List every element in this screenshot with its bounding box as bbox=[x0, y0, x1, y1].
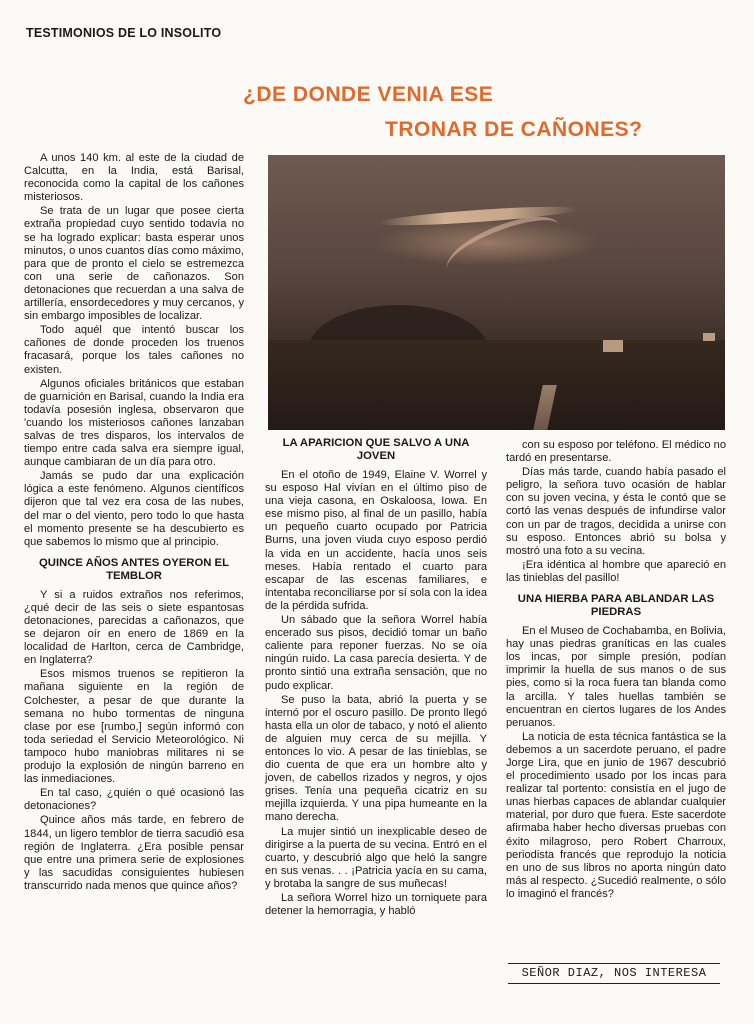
paragraph: La noticia de esta técnica fantástica se la debemos a un sacerdote peruano, el padre Jorge Lira, que en junio de 1967 descubrió el procedimiento usado por los incas para realizar tal portento: consistía en el jugo de unas hierbas capaces de ablandar cualquier material, por duro que fuera. Este sacerdote afirmaba haber hecho diversas pruebas con éxito milagroso, pero Robert Charroux, periodista francés que reprodujo la noticia en uno de sus libros no aporta ningún dato más al respecto. ¿Sucedió realmente, o sólo lo imaginó el francés? bbox=[506, 730, 726, 900]
paragraph: Días más tarde, cuando había pasado el peligro, la señora tuvo ocasión de hablar con su joven vecina, y ésta le contó que se cortó las venas después de infundirse valor con un par de tragos, decidida a unirse con su esposo. Entonces abrió su bolsa y mostró una foto a su vecina. bbox=[506, 466, 726, 557]
headline-line-1: ¿DE DONDE VENIA ESE bbox=[243, 83, 494, 106]
next-article-banner: SEÑOR DIAZ, NOS INTERESA bbox=[508, 963, 720, 984]
headline-line-2: TRONAR DE CAÑONES? bbox=[385, 118, 643, 141]
paragraph: ¡Era idéntica al hombre que apareció en las tinieblas del pasillo! bbox=[506, 558, 726, 584]
paragraph: Algunos oficiales británicos que estaban de guarnición en Barisal, cuando la India era todavía posesión inglesa, observaron que 'cuando los misteriosos cañones lanzaban salvas de tres disparos, los intervalos de tiempo entre cada salva era siempre igual, aunque cambiaran de un día para otro. bbox=[24, 377, 244, 469]
subheading: LA APARICION QUE SALVO A UNA JOVEN bbox=[282, 437, 470, 462]
paragraph: con su esposo por teléfono. El médico no tardó en presentarse. bbox=[506, 439, 726, 465]
photo-ground bbox=[268, 340, 725, 430]
paragraph: Esos mismos truenos se repitieron la mañana siguiente en la región de Colchester, a pesar de que durante la semana no hubo tormentas de ninguna clase por ese [rumbo,] según informó con toda seriedad el Servicio Meteorológico. Ni tampoco hubo maniobras militares ni se produjo la explosión de ningún barreno en las inmediaciones. bbox=[24, 668, 244, 786]
distant-light bbox=[703, 333, 715, 341]
paragraph: En el otoño de 1949, Elaine V. Worrel y su esposo Hal vivían en el último piso de una vieja casona, en Oskaloosa, Iowa. En ese mismo piso, al final de un pasillo, había un pequeño cuarto ocupado por Patricia Burns, una joven viuda cuyo esposo perdió la vida en un accidente, hacía unos seis meses. Había rentado el cuarto para escapar de las escenas familiares, e intentaba reconciliarse por sí sola con la idea de la pérdida sufrida. bbox=[265, 469, 488, 612]
paragraph: Un sábado que la señora Worrel había encerado sus pisos, decidió tomar un baño caliente para reponer fuerzas. No se oía ningún ruido. La casa parecía desierta. Y de pronto sintió una extraña sensación, que no pudo explicar. bbox=[265, 614, 487, 692]
paragraph: Se puso la bata, abrió la puerta y se internó por el oscuro pasillo. De pronto llegó hasta ella un olor de tabaco, y notó el aliento de alguien muy cerca de su mejilla. Y entonces lo vio. A pesar de las tinieblas, se dio cuenta de que era un hombre alto y joven, de cabellos rizados y negros, y ojos grises. Tenía una pequeña cicatriz en su mejilla izquierda. Y una pipa humeante en la mano derecha. bbox=[265, 693, 487, 824]
paragraph: Se trata de un lugar que posee cierta extraña propiedad cuyo sentido todavía no se ha logrado explicar: basta esperar unos minutos, o unos cuantos días como máximo, para que de pronto el cielo se estremezca con una serie de cañonazos. Son detonaciones que recuerdan a una salva de artillería, ensordecedores y muy cercanos, y sin embargo imposibles de localizar. bbox=[24, 205, 244, 323]
paragraph: A unos 140 km. al este de la ciudad de Calcutta, en la India, está Barisal, reconocida como la capital de los cañones misteriosos. bbox=[24, 152, 244, 204]
paragraph: La señora Worrel hizo un torniquete para detener la hemorragia, y habló bbox=[265, 892, 487, 918]
paragraph: La mujer sintió un inexplicable deseo de dirigirse a la puerta de su vecina. Entró en el cuarto, y descubrió algo que heló la sangre en sus venas. . . ¡Patricia yacía en su cama, y brotaba la sangre de sus muñecas! bbox=[265, 825, 487, 890]
section-label: TESTIMONIOS DE LO INSOLITO bbox=[26, 26, 222, 40]
column-1 bbox=[24, 152, 244, 894]
paragraph: Todo aquél que intentó buscar los cañones de donde proceden los truenos fracasará, porque los tales cañones no existen. bbox=[24, 324, 244, 376]
distant-light bbox=[603, 340, 623, 352]
subheading: UNA HIERBA PARA ABLANDAR LAS PIEDRAS bbox=[517, 593, 715, 619]
paragraph: Y si a ruidos extraños nos referimos, ¿qué decir de las seis o siete espantosas detonaciones, parecidas a cañonazos, que se dejaron oír en enero de 1869 en la localidad de Harlton, cerca de Cambridge, en Inglaterra? bbox=[24, 588, 244, 667]
column-2 bbox=[265, 437, 487, 919]
subheading: QUINCE AÑOS ANTES OYERON EL TEMBLOR bbox=[39, 556, 229, 582]
paragraph: En el Museo de Cochabamba, en Bolivia, hay unas piedras graníticas en las cuales los incas, por simple presión, podían imprimir la huella de sus manos o de sus pies, como si la roca fuera tan blanda como la arcilla. Y tales huellas también se encuentran en ciertos lugares de los Andes peruanos. bbox=[506, 625, 726, 729]
column-3 bbox=[506, 439, 726, 902]
paragraph: Jamás se pudo dar una explicación lógica a este fenómeno. Algunos científicos dijeron que tal vez era cosa de las nubes, del mar o del viento, pero todo lo que hasta el momento presente se ha descubierto es que sabemos lo mismo que al principio. bbox=[24, 470, 244, 548]
paragraph: Quince años más tarde, en febrero de 1844, un ligero temblor de tierra sacudió esa región de Inglaterra. ¿Era posible pensar que entre una primera serie de explosiones y las sacudidas consiguientes hubiesen transcurrido nada menos que quince años? bbox=[24, 814, 244, 892]
paragraph: En tal caso, ¿quién o qué ocasionó las detonaciones? bbox=[24, 787, 244, 813]
article-photo bbox=[268, 155, 725, 430]
